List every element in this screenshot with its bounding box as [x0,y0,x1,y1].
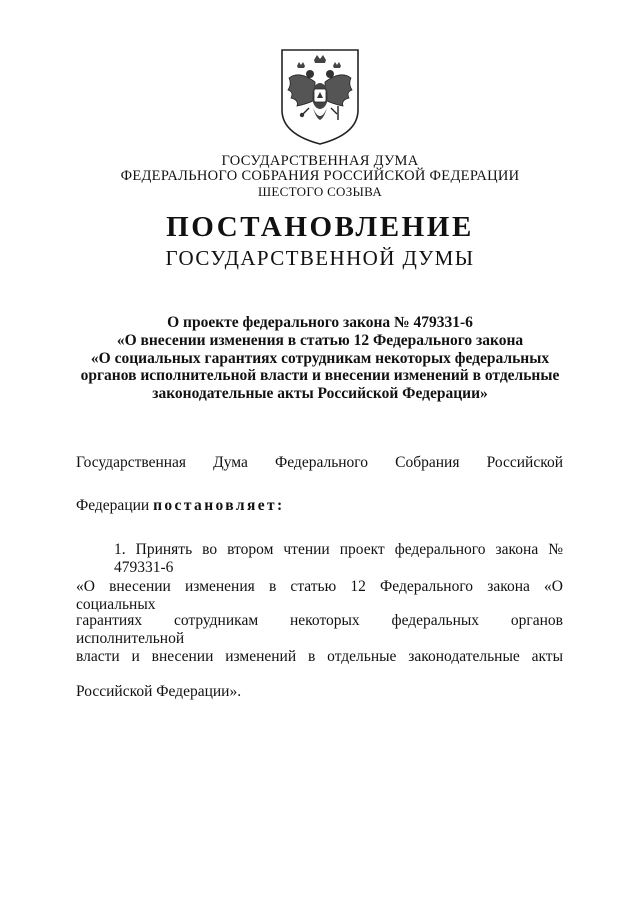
document-title: ПОСТАНОВЛЕНИЕ [166,211,474,243]
subject-block [0,314,640,403]
russian-coat-of-arms-icon [279,48,361,146]
preamble-prefix: Федерации [76,497,150,514]
issuer-line-2: ФЕДЕРАЛЬНОГО СОБРАНИЯ РОССИЙСКОЙ ФЕДЕРАЦИИ [120,168,520,184]
resolution-verb: постановляет: [153,497,285,514]
document-subtitle: ГОСУДАРСТВЕННОЙ ДУМЫ [165,246,475,270]
subject-line: органов исполнительной власти и внесении изменений в отдельные [80,367,560,385]
item-1-line: Российской Федерации». [76,683,242,700]
item-1-line: власти и внесении изменений в отдельные законодательные акты [76,648,563,665]
preamble-line-2 [76,497,563,515]
issuer-line-1: ГОСУДАРСТВЕННАЯ ДУМА [221,153,419,169]
subject-line: О проекте федерального закона № 479331-6 [167,314,473,331]
subject-line: «О внесении изменения в статью 12 Федерального закона [116,331,524,349]
item-1-line: гарантиях сотрудникам некоторых федеральных органов исполнительной [76,612,563,647]
item-1-line: 1. Принять во втором чтении проект федерального закона № 479331-6 [114,541,563,576]
issuer-line-3: ШЕСТОГО СОЗЫВА [257,184,383,199]
preamble-line-1: Государственная Дума Федерального Собрания Российской [76,454,563,471]
subject-line: законодательные акты Российской Федерации» [152,385,488,403]
subject-line: «О социальных гарантиях сотрудникам некоторых федеральных [90,349,550,367]
item-1-line: «О внесении изменения в статью 12 Федерального закона «О социальных [76,578,563,613]
